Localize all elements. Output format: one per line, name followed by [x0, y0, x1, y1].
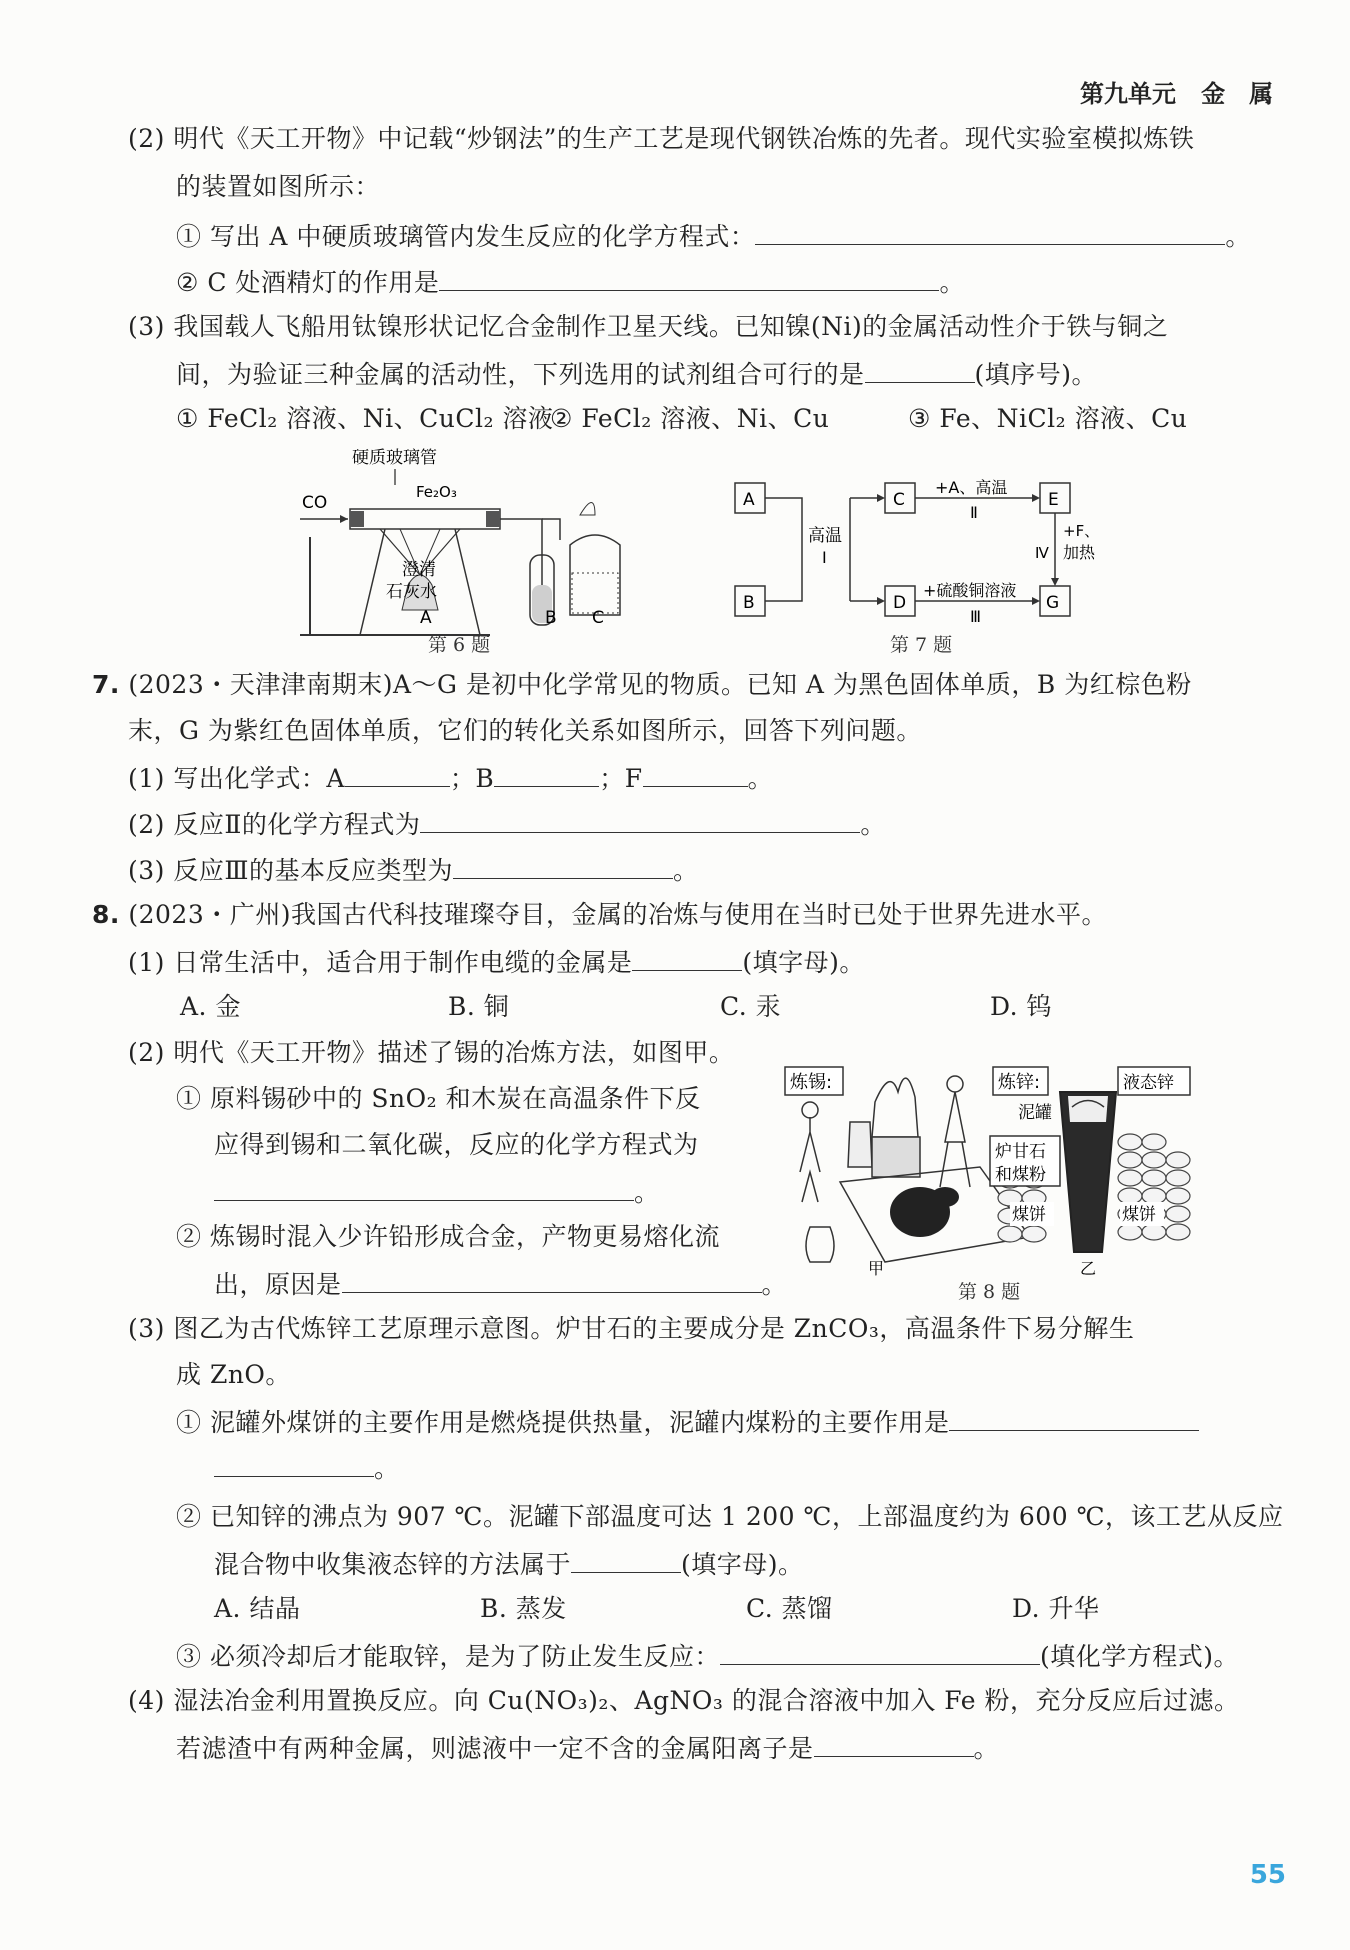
q6-option-2: ② FeCl₂ 溶液、Ni、Cu: [550, 404, 830, 433]
q6-part2-line1: (2) 明代《天工开物》中记载“炒钢法”的生产工艺是现代钢铁冶炼的先者。现代实验室模拟炼铁: [128, 124, 1195, 153]
q8-part3-sub1-line1: ① 泥罐外煤饼的主要作用是燃烧提供热量，泥罐内煤粉的主要作用是: [176, 1404, 1199, 1440]
q8-part3-sub1-line2: 。: [214, 1450, 400, 1486]
answer-blank[interactable]: [949, 1404, 1199, 1431]
q8-part3-sub2-line2: 混合物中收集液态锌的方法属于 (填字母)。: [214, 1546, 804, 1582]
label-coal-cake-right: 煤饼: [1122, 1205, 1156, 1225]
label-tin-smelting: 炼锡:: [790, 1072, 833, 1093]
box-g: G: [1046, 593, 1060, 613]
answer-blank[interactable]: [643, 760, 748, 787]
q7-part1: (1) 写出化学式：A ；B ；F 。: [128, 760, 773, 796]
label-fe2o3: Fe₂O₃: [416, 483, 457, 501]
unit-title: 金 属: [1201, 80, 1274, 108]
label-zinc-smelting: 炼锌:: [998, 1072, 1041, 1093]
q8-part2: (2) 明代《天工开物》描述了锡的冶炼方法，如图甲。: [128, 1038, 735, 1067]
q8-line1: 8. (2023・广州)我国古代科技璀璨夺目，金属的冶炼与使用在当时已处于世界先进水平。: [92, 900, 1107, 929]
figure-6-apparatus: [290, 445, 640, 660]
q7-line1: 7. (2023・天津津南期末)A～G 是初中化学常见的物质。已知 A 为黑色固体单质，B 为红棕色粉: [92, 670, 1192, 699]
label-limewater-1: 澄清: [402, 560, 436, 580]
cond-plus-cuso4: +硫酸铜溶液: [923, 581, 1017, 600]
cond-roman-2: Ⅱ: [970, 503, 978, 522]
box-e: E: [1048, 490, 1059, 510]
label-hard-glass-tube: 硬质玻璃管: [352, 448, 437, 468]
q6-part3-line2: 间，为验证三种金属的活动性，下列选用的试剂组合可行的是 (填序号)。: [176, 356, 1097, 392]
answer-blank[interactable]: [214, 1174, 634, 1201]
answer-blank[interactable]: [214, 1450, 374, 1477]
label-clay-pot: 泥罐: [1018, 1103, 1052, 1123]
q8-part1: (1) 日常生活中，适合用于制作电缆的金属是 (填字母)。: [128, 944, 865, 980]
figure-8-yi-zinc-smelting: [990, 1062, 1200, 1282]
q7-number: 7.: [92, 670, 120, 699]
box-d: D: [893, 593, 907, 613]
cond-high-temp: 高温: [808, 526, 842, 546]
answer-blank[interactable]: [494, 760, 599, 787]
answer-blank[interactable]: [814, 1730, 974, 1757]
q8-part3-sub3: ③ 必须冷却后才能取锌，是为了防止发生反应： (填化学方程式)。: [176, 1638, 1239, 1674]
box-b: B: [743, 593, 755, 613]
q6-part2-sub2: ② C 处酒精灯的作用是 。: [176, 264, 965, 300]
unit-name: 第九单元: [1080, 80, 1176, 108]
q6-option-3: ③ Fe、NiCl₂ 溶液、Cu: [908, 404, 1188, 433]
q8-option-a2: A. 结晶: [214, 1594, 301, 1623]
figure-8-caption: 第 8 题: [958, 1281, 1021, 1303]
q8-option-c: C. 汞: [720, 992, 782, 1021]
box-a: A: [743, 490, 755, 510]
q7-line2: 末，G 为紫红色固体单质，它们的转化关系如图所示，回答下列问题。: [128, 716, 922, 745]
answer-blank[interactable]: [439, 264, 939, 291]
q8-part2-sub1-line2: 应得到锡和二氧化碳，反应的化学方程式为: [214, 1130, 699, 1159]
page-number: 55: [1249, 1860, 1286, 1890]
label-a: A: [420, 608, 432, 628]
answer-blank[interactable]: [420, 806, 860, 833]
q8-part2-sub2-line1: ② 炼锡时混入少许铅形成合金，产物更易熔化流: [176, 1222, 720, 1251]
q8-option-d2: D. 升华: [1012, 1594, 1100, 1623]
q8-part3-line2: 成 ZnO。: [176, 1360, 291, 1389]
label-coal-cake-left: 煤饼: [1012, 1205, 1046, 1225]
q8-option-c2: C. 蒸馏: [746, 1594, 833, 1623]
q8-number: 8.: [92, 900, 120, 929]
cond-plus-f: +F、: [1063, 522, 1100, 540]
label-limewater-2: 石灰水: [386, 582, 437, 602]
label-coal-powder: 和煤粉: [995, 1165, 1046, 1185]
q6-part2-line2: 的装置如图所示：: [176, 172, 381, 201]
figure-7-caption: 第 7 题: [890, 634, 953, 656]
cond-roman-1: Ⅰ: [822, 548, 827, 567]
answer-blank[interactable]: [453, 852, 673, 879]
cond-roman-3: Ⅲ: [970, 607, 982, 626]
label-liquid-zinc: 液态锌: [1123, 1073, 1174, 1093]
answer-blank[interactable]: [345, 760, 450, 787]
figure-6-caption: 第 6 题: [428, 634, 491, 656]
box-c: C: [893, 490, 905, 510]
q8-option-a: A. 金: [180, 992, 241, 1021]
label-calamine: 炉甘石: [995, 1142, 1046, 1162]
answer-blank[interactable]: [571, 1546, 681, 1573]
q6-option-1: ① FeCl₂ 溶液、Ni、CuCl₂ 溶液: [176, 404, 554, 433]
q6-part2-sub1: ① 写出 A 中硬质玻璃管内发生反应的化学方程式： 。: [176, 218, 1251, 254]
cond-roman-4: Ⅳ: [1035, 544, 1049, 562]
q8-part3-line1: (3) 图乙为古代炼锌工艺原理示意图。炉甘石的主要成分是 ZnCO₃，高温条件下易分解生: [128, 1314, 1135, 1343]
q8-part4-line2: 若滤渣中有两种金属，则滤液中一定不含的金属阳离子是 。: [176, 1730, 999, 1766]
q8-option-d: D. 钨: [990, 992, 1053, 1021]
answer-blank[interactable]: [342, 1266, 762, 1293]
answer-blank[interactable]: [755, 218, 1225, 245]
label-c: C: [592, 608, 604, 628]
page-header: [1080, 74, 1273, 109]
q8-option-b: B. 铜: [448, 992, 510, 1021]
label-jia: 甲: [868, 1259, 885, 1278]
q8-part2-sub1-line1: ① 原料锡砂中的 SnO₂ 和木炭在高温条件下反: [176, 1084, 701, 1113]
q8-part3-sub2-line1: ② 已知锌的沸点为 907 ℃。泥罐下部温度可达 1 200 ℃，上部温度约为 600 ℃，该工艺从反应: [176, 1502, 1284, 1531]
label-b: B: [545, 608, 557, 628]
q7-part3: (3) 反应Ⅲ的基本反应类型为 。: [128, 852, 699, 888]
answer-blank[interactable]: [632, 944, 742, 971]
q6-part3-line1: (3) 我国载人飞船用钛镍形状记忆合金制作卫星天线。已知镍(Ni)的金属活动性介于铁与铜之: [128, 312, 1169, 341]
cond-heat: 加热: [1063, 543, 1096, 562]
label-co: CO: [302, 493, 328, 513]
q8-part2-sub1-line3: 。: [214, 1174, 660, 1210]
answer-blank[interactable]: [720, 1638, 1040, 1665]
q7-part2: (2) 反应Ⅱ的化学方程式为 。: [128, 806, 886, 842]
q8-part2-sub2-line2: 出，原因是 。: [214, 1266, 787, 1302]
label-yi: 乙: [1080, 1259, 1097, 1278]
answer-blank[interactable]: [865, 356, 975, 383]
q8-part4-line1: (4) 湿法冶金利用置换反应。向 Cu(NO₃)₂、AgNO₃ 的混合溶液中加入 Fe 粉，充分反应后过滤。: [128, 1686, 1240, 1715]
cond-plus-a: +A、高温: [935, 478, 1008, 497]
q8-option-b2: B. 蒸发: [480, 1594, 567, 1623]
figure-7-diagram: [730, 478, 1100, 633]
